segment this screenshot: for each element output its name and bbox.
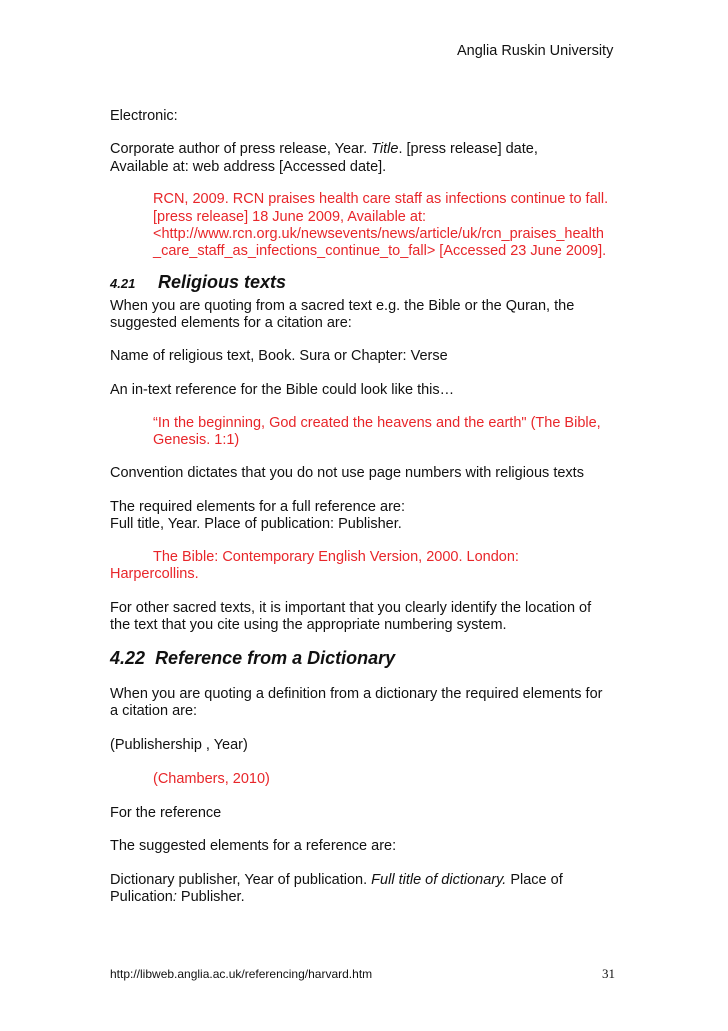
dictionary-reference-format-line-1: Dictionary publisher, Year of publication. Full title of dictionary. Place of bbox=[110, 872, 563, 888]
religious-intro-line: When you are quoting from a sacred text e.g. the Bible or the Quran, the bbox=[110, 298, 575, 314]
bible-reference-example-line-2: Harpercollins. bbox=[110, 566, 199, 582]
required-elements-line-2: Full title, Year. Place of publication: Publisher. bbox=[110, 516, 402, 532]
bible-quote-line: Genesis. 1:1) bbox=[153, 432, 240, 448]
suggested-elements: The suggested elements for a reference are: bbox=[110, 838, 397, 854]
dictionary-intro-line: a citation are: bbox=[110, 703, 198, 719]
electronic-label: Electronic: bbox=[110, 108, 178, 124]
dictionary-citation-format: (Publishership , Year) bbox=[110, 737, 248, 753]
for-the-reference: For the reference bbox=[110, 805, 222, 821]
other-sacred-texts-line: For other sacred texts, it is important that you clearly identify the location of bbox=[110, 600, 592, 616]
convention-note: Convention dictates that you do not use page numbers with religious texts bbox=[110, 465, 584, 481]
footer-url: http://libweb.anglia.ac.uk/referencing/harvard.htm bbox=[110, 967, 373, 981]
dictionary-citation-example: (Chambers, 2010) bbox=[153, 771, 270, 787]
religious-intro-line: suggested elements for a citation are: bbox=[110, 315, 352, 331]
section-421-title: Religious texts bbox=[158, 272, 287, 292]
header-institution: Anglia Ruskin University bbox=[457, 43, 614, 59]
press-release-example-line: RCN, 2009. RCN praises health care staff as infections continue to fall. bbox=[153, 191, 609, 207]
dictionary-reference-format-line-2: Pulication: Publisher. bbox=[110, 889, 245, 905]
other-sacred-texts-line: the text that you cite using the appropriate numbering system. bbox=[110, 617, 507, 633]
press-release-example-line: _care_staff_as_infections_continue_to_fall> [Accessed 23 June 2009]. bbox=[153, 243, 607, 259]
religious-citation-format: Name of religious text, Book. Sura or Chapter: Verse bbox=[110, 348, 448, 364]
electronic-format-line-2: Available at: web address [Accessed date]. bbox=[110, 159, 387, 175]
bible-quote-line: “In the beginning, God created the heavens and the earth" (The Bible, bbox=[153, 415, 601, 431]
section-422-heading: 4.22 Reference from a Dictionary bbox=[110, 648, 396, 668]
intext-intro: An in-text reference for the Bible could look like this… bbox=[110, 382, 455, 398]
dictionary-intro-line: When you are quoting a definition from a dictionary the required elements for bbox=[110, 686, 603, 702]
press-release-example-line: [press release] 18 June 2009, Available at: bbox=[153, 209, 427, 225]
page-number: 31 bbox=[602, 966, 615, 981]
electronic-format-line-1: Corporate author of press release, Year. Title. [press release] date, bbox=[110, 141, 538, 157]
bible-reference-example-line-1: The Bible: Contemporary English Version, 2000. London: bbox=[153, 549, 519, 565]
required-elements-line-1: The required elements for a full reference are: bbox=[110, 499, 405, 515]
press-release-example-line: <http://www.rcn.org.uk/newsevents/news/article/uk/rcn_praises_health bbox=[153, 226, 604, 242]
section-421-number: 4.21 bbox=[110, 276, 136, 291]
